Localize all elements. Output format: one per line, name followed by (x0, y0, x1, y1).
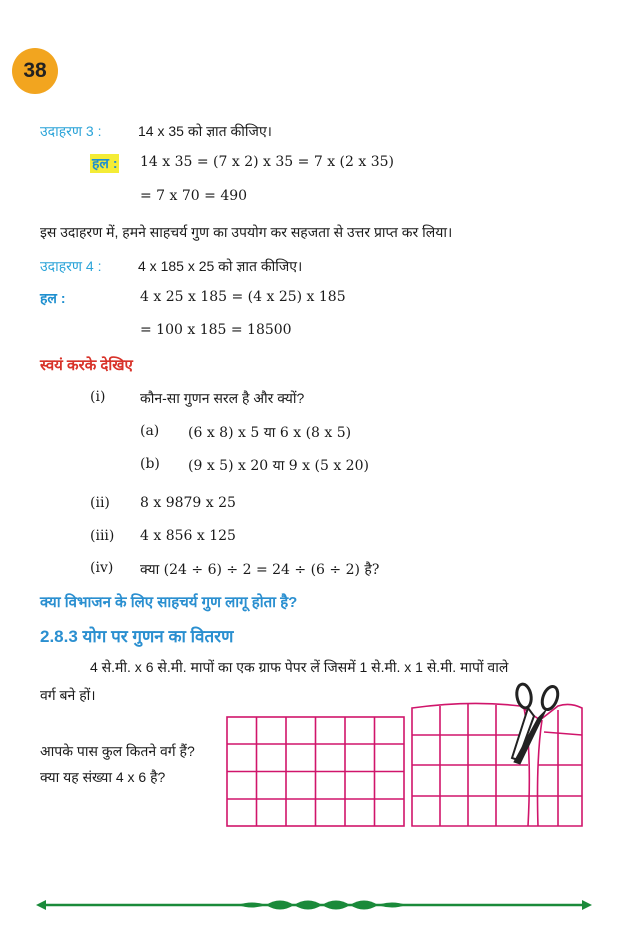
question-line2: क्या यह संख्या 4 x 6 है? (40, 769, 166, 785)
exercise-num: (iv) (90, 560, 114, 576)
graph-paper-whole (226, 716, 406, 828)
exercise-num: (ii) (90, 495, 110, 511)
example3-solution-line1: 14 x 35 = (7 x 2) x 35 = 7 x (2 x 35) (140, 154, 394, 170)
division-question: क्या विभाजन के लिए साहचर्य गुण लागू होता है? (40, 594, 298, 611)
try-yourself-heading: स्वयं करके देखिए (40, 357, 133, 374)
example3-solution-line2: = 7 x 70 = 490 (140, 188, 248, 204)
exercise-text: (6 x 8) x 5 या 6 x (8 x 5) (188, 425, 352, 441)
exercise-text: कौन-सा गुणन सरल है और क्यों? (140, 390, 305, 406)
exercise-num: (i) (90, 389, 106, 405)
scissors-icon (504, 680, 566, 766)
example4-solution-line1: 4 x 25 x 185 = (4 x 25) x 185 (140, 289, 346, 305)
example4-label: उदाहरण 4 : (40, 258, 102, 274)
example3-question: 14 x 35 को ज्ञात कीजिए। (138, 123, 272, 139)
exercise-num: (b) (140, 456, 160, 472)
example3-label: उदाहरण 3 : (40, 123, 102, 139)
exercise-text: 4 x 856 x 125 (140, 528, 236, 544)
exercise-num: (a) (140, 423, 160, 439)
exercise-num: (iii) (90, 528, 115, 544)
exercise-text: 8 x 9879 x 25 (140, 495, 236, 511)
note-text: इस उदाहरण में, हमने साहचर्य गुण का उपयोग कर सहजता से उत्तर प्राप्त कर लिया। (40, 224, 453, 240)
example4-question: 4 x 185 x 25 को ज्ञात कीजिए। (138, 258, 303, 274)
question-line1: आपके पास कुल कितने वर्ग हैं? (40, 743, 195, 759)
page-number-badge: 38 (12, 48, 58, 94)
exercise-text: (9 x 5) x 20 या 9 x (5 x 20) (188, 458, 369, 474)
section-text-line1: 4 से.मी. x 6 से.मी. मापों का एक ग्राफ पेपर लें जिसमें 1 से.मी. x 1 से.मी. मापों वाले (90, 659, 509, 675)
section-heading: 2.8.3 योग पर गुणन का वितरण (40, 627, 234, 646)
example3-solution-label: हल : (92, 155, 118, 171)
exercise-text: क्या (24 ÷ 6) ÷ 2 = 24 ÷ (6 ÷ 2) है? (140, 562, 380, 578)
example4-solution-line2: = 100 x 185 = 18500 (140, 322, 292, 338)
section-text-line2: वर्ग बने हों। (40, 687, 96, 703)
decorative-border (36, 894, 592, 916)
example4-solution-label: हल : (40, 290, 66, 306)
